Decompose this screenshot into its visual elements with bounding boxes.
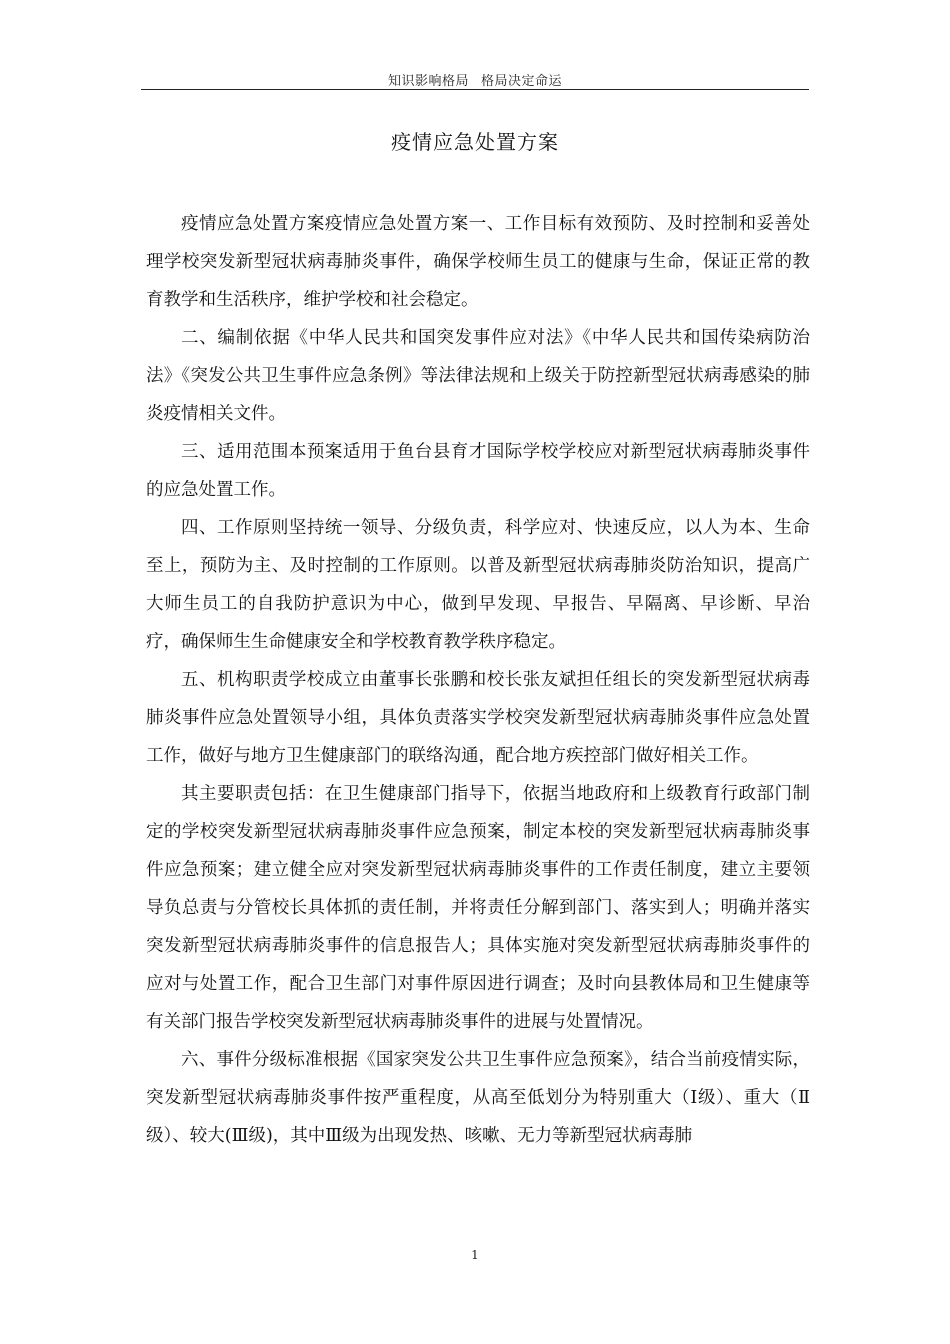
paragraph: 二、编制依据《中华人民共和国突发事件应对法》《中华人民共和国传染病防治法》《突发公共卫生事件应急条例》等法律法规和上级关于防控新型冠状病毒感染的肺炎疫情相关文件。 (146, 328, 810, 424)
paragraph: 五、机构职责学校成立由董事长张鹏和校长张友斌担任组长的突发新型冠状病毒肺炎事件应急处置领导小组，具体负责落实学校突发新型冠状病毒肺炎事件应急处置工作，做好与地方卫生健康部门的联络沟通，配合地方疾控部门做好相关工作。 (146, 670, 810, 766)
paragraph: 疫情应急处置方案疫情应急处置方案一、工作目标有效预防、及时控制和妥善处理学校突发新型冠状病毒肺炎事件，确保学校师生员工的健康与生命，保证正常的教育教学和生活秩序，维护学校和社会稳定。 (146, 214, 810, 310)
document-body (146, 205, 810, 1155)
paragraph: 其主要职责包括：在卫生健康部门指导下，依据当地政府和上级教育行政部门制定的学校突发新型冠状病毒肺炎事件应急预案，制定本校的突发新型冠状病毒肺炎事件应急预案；建立健全应对突发新型冠状病毒肺炎事件的工作责任制度，建立主要领导负总责与分管校长具体抓的责任制，并将责任分解到部门、落实到人；明确并落实突发新型冠状病毒肺炎事件的信息报告人；具体实施对突发新型冠状病毒肺炎事件的应对与处置工作，配合卫生部门对事件原因进行调查；及时向县教体局和卫生健康等有关部门报告学校突发新型冠状病毒肺炎事件的进展与处置情况。 (146, 784, 810, 1032)
paragraph: 四、工作原则坚持统一领导、分级负责，科学应对、快速反应，以人为本、生命至上，预防为主、及时控制的工作原则。以普及新型冠状病毒肺炎防治知识，提高广大师生员工的自我防护意识为中心，做到早发现、早报告、早隔离、早诊断、早治疗，确保师生生命健康安全和学校教育教学秩序稳定。 (146, 518, 810, 652)
document-title: 疫情应急处置方案 (391, 130, 559, 154)
page-header (141, 70, 809, 89)
page-number: 1 (471, 1248, 479, 1262)
header-rule (141, 89, 809, 90)
paragraph: 三、适用范围本预案适用于鱼台县育才国际学校学校应对新型冠状病毒肺炎事件的应急处置工作。 (146, 442, 810, 500)
paragraph: 六、事件分级标准根据《国家突发公共卫生事件应急预案》，结合当前疫情实际，突发新型冠状病毒肺炎事件按严重程度，从高至低划分为特别重大（Ⅰ级）、重大（Ⅱ级）、较大(Ⅲ级)，其中Ⅲ级为出现发热、咳嗽、无力等新型冠状病毒肺 (146, 1050, 810, 1146)
header-left-text: 知识影响格局 (387, 74, 469, 89)
header-right-text: 格局决定命运 (481, 74, 563, 89)
